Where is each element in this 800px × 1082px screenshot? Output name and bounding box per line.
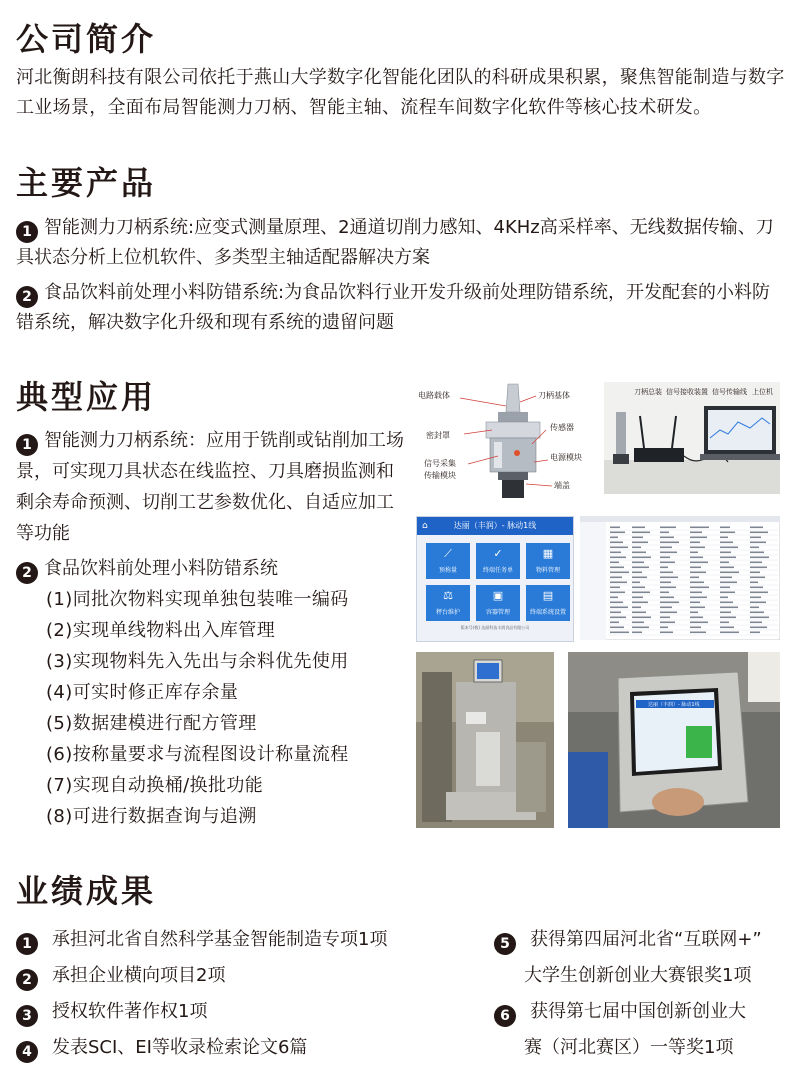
table-cell-mark bbox=[632, 617, 651, 619]
table-cell-mark bbox=[720, 627, 734, 629]
table-cell-mark bbox=[632, 627, 649, 629]
table-cell-mark bbox=[720, 552, 731, 554]
table-cell-mark bbox=[660, 632, 673, 634]
table-cell-mark bbox=[750, 602, 766, 604]
table-cell-mark bbox=[720, 577, 732, 579]
data-table-screenshot bbox=[580, 516, 780, 640]
table-cell-mark bbox=[660, 597, 674, 599]
table-cell-mark bbox=[750, 542, 766, 544]
application-subitem: (2)实现单线物料出入库管理 bbox=[46, 620, 276, 641]
table-cell-mark bbox=[632, 587, 645, 589]
application-subitem: (3)实现物料先入先出与余料优先使用 bbox=[46, 651, 349, 672]
app-tile[interactable]: ✓ 终端任务单 bbox=[476, 543, 520, 579]
table-cell-mark bbox=[690, 557, 703, 559]
achievement-item: 2 承担企业横向项目2项 bbox=[16, 958, 466, 994]
application-subitem: (6)按称量要求与流程图设计称量流程 bbox=[46, 744, 349, 765]
app-tile[interactable]: ▣ 容器管理 bbox=[476, 585, 520, 621]
table-cell-mark bbox=[720, 592, 735, 594]
table-cell-mark bbox=[720, 602, 733, 604]
app-tile[interactable]: ▦ 物料管理 bbox=[526, 543, 570, 579]
table-cell-mark bbox=[660, 537, 674, 539]
table-cell-mark bbox=[690, 527, 709, 529]
table-cell-mark bbox=[750, 592, 768, 594]
app-tile[interactable]: ▤ 终端系统设置 bbox=[526, 585, 570, 621]
photo-label-1: 刀柄总装 bbox=[634, 388, 662, 396]
product-text-1: 智能测力刀柄系统:应变式测量原理、2通道切削力感知、4KHz高采样率、无线数据传输、刀具状态分析上位机软件、多类型主轴适配器解决方案 bbox=[16, 217, 774, 268]
label-acq: 信号采集 bbox=[424, 459, 456, 468]
application-subitem: (7)实现自动换桶/换批功能 bbox=[46, 775, 264, 796]
table-cell-mark bbox=[610, 622, 619, 624]
table-cell-mark bbox=[750, 622, 762, 624]
table-cell-mark bbox=[632, 547, 641, 549]
terminal-title: 达丽（丰润）- 脉动1线 bbox=[648, 702, 700, 708]
table-cell-mark bbox=[632, 532, 650, 534]
table-cell-mark bbox=[690, 592, 702, 594]
number-2-icon: 2 bbox=[16, 286, 38, 308]
table-cell-mark bbox=[660, 547, 672, 549]
table-cell-mark bbox=[720, 562, 729, 564]
table-cell-mark bbox=[690, 622, 708, 624]
table-cell-mark bbox=[690, 587, 709, 589]
table-cell-mark bbox=[610, 572, 629, 574]
table-cell-mark bbox=[750, 597, 761, 599]
application-subitem: (8)可进行数据查询与追溯 bbox=[46, 806, 257, 827]
number-2-icon: 2 bbox=[16, 969, 38, 991]
table-cell-mark bbox=[690, 577, 699, 579]
table-cell-mark bbox=[610, 537, 618, 539]
applications-heading: 典型应用 bbox=[16, 378, 157, 416]
number-5-icon: 5 bbox=[494, 933, 516, 955]
table-cell-mark bbox=[660, 582, 671, 584]
label-power: 电源模块 bbox=[550, 453, 582, 462]
grid-icon: ▦ bbox=[542, 547, 554, 560]
application-subitem: (5)数据建模进行配方管理 bbox=[46, 713, 257, 734]
table-cell-mark bbox=[750, 567, 767, 569]
achievement-continuation: 大学生创新创业大赛银奖1项 bbox=[524, 965, 752, 986]
label-base: 刀柄基体 bbox=[538, 391, 570, 400]
label-cap: 端盖 bbox=[554, 481, 570, 490]
achievement-continuation: 赛（河北赛区）一等奖1项 bbox=[524, 1037, 734, 1058]
table-cell-mark bbox=[610, 632, 629, 634]
table-cell-mark bbox=[690, 562, 708, 564]
table-cell-mark bbox=[610, 582, 627, 584]
table-cell-mark bbox=[720, 617, 736, 619]
table-cell-mark bbox=[610, 597, 618, 599]
number-2-icon: 2 bbox=[16, 562, 38, 584]
table-cell-mark bbox=[660, 617, 670, 619]
table-cell-mark bbox=[750, 527, 763, 529]
table-cell-mark bbox=[610, 542, 623, 544]
table-cell-mark bbox=[610, 617, 626, 619]
table-cell-mark bbox=[610, 612, 621, 614]
table-cell-mark bbox=[720, 587, 730, 589]
table-cell-mark bbox=[750, 552, 764, 554]
table-cell-mark bbox=[610, 557, 626, 559]
achievements-heading: 业绩成果 bbox=[16, 872, 157, 910]
app-tile[interactable]: ⟋ 预称量 bbox=[426, 543, 470, 579]
table-cell-mark bbox=[720, 607, 738, 609]
label-seal: 密封罩 bbox=[426, 431, 450, 440]
table-cell-mark bbox=[610, 562, 619, 564]
product-item-2 bbox=[16, 278, 788, 338]
table-cell-mark bbox=[660, 622, 675, 624]
table-cell-mark bbox=[660, 592, 669, 594]
table-cell-mark bbox=[660, 607, 672, 609]
table-cell-mark bbox=[610, 602, 623, 604]
tool-holder-diagram bbox=[416, 382, 598, 500]
weighing-station-photo bbox=[416, 652, 554, 828]
table-cell-mark bbox=[750, 572, 760, 574]
table-cell-mark bbox=[660, 602, 679, 604]
number-1-icon: 1 bbox=[16, 221, 38, 243]
app-screen bbox=[416, 516, 574, 642]
table-cell-mark bbox=[690, 567, 701, 569]
label-sensor: 传感器 bbox=[550, 423, 574, 432]
application-item-1 bbox=[16, 425, 406, 549]
chart-icon: ⟋ bbox=[444, 547, 452, 560]
table-cell-mark bbox=[690, 572, 706, 574]
table-cell-mark bbox=[632, 592, 650, 594]
application-subitem: (4)可实时修正库存余量 bbox=[46, 682, 239, 703]
table-cell-mark bbox=[750, 562, 762, 564]
achievement-item: 3 授权软件著作权1项 bbox=[16, 994, 466, 1030]
table-cell-mark bbox=[720, 597, 728, 599]
table-cell-mark bbox=[720, 532, 735, 534]
table-cell-mark bbox=[660, 587, 676, 589]
scale-icon: ⚖ bbox=[443, 589, 453, 602]
table-cell-mark bbox=[750, 587, 763, 589]
table-cell-mark bbox=[720, 567, 734, 569]
table-cell-mark bbox=[632, 562, 644, 564]
achievements-right bbox=[494, 922, 794, 1066]
table-cell-mark bbox=[720, 572, 739, 574]
table-cell-mark bbox=[750, 612, 764, 614]
achievement-item: 5 获得第四届河北省“互联网+” bbox=[494, 922, 794, 958]
table-cell-mark bbox=[720, 527, 730, 529]
table-cell-mark bbox=[610, 527, 620, 529]
app-tiles bbox=[417, 535, 573, 625]
table-cell-mark bbox=[750, 617, 769, 619]
table-cell-mark bbox=[690, 532, 702, 534]
photo-label-2: 信号接收装置 bbox=[666, 388, 708, 396]
intro-text: 河北衡朗科技有限公司依托于燕山大学数字化智能化团队的科研成果积累，聚焦智能制造与数字工业场景，全面布局智能测力刀柄、智能主轴、流程车间数字化软件等核心技术研发。 bbox=[16, 67, 785, 118]
table-cell-mark bbox=[690, 552, 698, 554]
table-cell-mark bbox=[720, 612, 731, 614]
table-cell-mark bbox=[632, 537, 643, 539]
table-cell-mark bbox=[750, 547, 759, 549]
table-cell-mark bbox=[610, 587, 620, 589]
achievements-left bbox=[16, 922, 466, 1066]
table-cell-mark bbox=[632, 567, 649, 569]
label-circuit: 电路载体 bbox=[418, 391, 450, 400]
table-cell-mark bbox=[720, 582, 737, 584]
table-cell-mark bbox=[690, 627, 701, 629]
table-cell-mark bbox=[750, 537, 761, 539]
table-cell-mark bbox=[610, 592, 625, 594]
app-title: 达丽（丰润）- 脉动1线 bbox=[453, 521, 537, 530]
table-cell-mark bbox=[660, 532, 669, 534]
table-cell-mark bbox=[610, 552, 621, 554]
table-cell-mark bbox=[720, 632, 739, 634]
table-cell-mark bbox=[690, 582, 704, 584]
table-cell-mark bbox=[750, 582, 758, 584]
table-cell-mark bbox=[750, 557, 769, 559]
table-cell-mark bbox=[660, 527, 676, 529]
table-cell-mark bbox=[660, 612, 677, 614]
product-item-1 bbox=[16, 213, 788, 273]
table-cell-mark bbox=[690, 617, 703, 619]
home-icon: ⌂ bbox=[422, 521, 428, 531]
table-cell-mark bbox=[632, 582, 640, 584]
application-title-2: 食品饮料前处理小料防错系统 bbox=[44, 558, 278, 579]
table-cell-mark bbox=[660, 542, 679, 544]
table-cell-mark bbox=[610, 532, 625, 534]
table-cell-mark bbox=[660, 562, 675, 564]
check-icon: ✓ bbox=[493, 547, 503, 560]
table-cell-mark bbox=[660, 627, 668, 629]
number-6-icon: 6 bbox=[494, 1005, 516, 1027]
app-footer: 版本号(数) 达丽科技丰润食品有限公司 bbox=[460, 625, 530, 630]
table-cell-mark bbox=[632, 542, 648, 544]
table-cell-mark bbox=[632, 597, 643, 599]
table-cell-mark bbox=[690, 547, 705, 549]
intro-heading: 公司简介 bbox=[16, 20, 157, 58]
table-cell-mark bbox=[690, 607, 705, 609]
number-1-icon: 1 bbox=[16, 933, 38, 955]
table-cell-mark bbox=[750, 627, 767, 629]
achievement-item: 1 承担河北省自然科学基金智能制造专项1项 bbox=[16, 922, 466, 958]
table-cell-mark bbox=[660, 557, 670, 559]
achievement-item: 6 获得第七届中国创新创业大 bbox=[494, 994, 794, 1030]
table-cell-mark bbox=[632, 557, 651, 559]
applications-list bbox=[16, 425, 406, 832]
table-cell-mark bbox=[720, 537, 728, 539]
container-icon: ▣ bbox=[492, 589, 504, 602]
table-cell-mark bbox=[610, 577, 622, 579]
table-cell-mark bbox=[690, 612, 698, 614]
number-1-icon: 1 bbox=[16, 434, 38, 456]
application-text-1: 智能测力刀柄系统：应用于铣削或钻削加工场景，可实现刀具状态在线监控、刀具磨损监测和剩余寿命预测、切削工艺参数优化、自适应加工等功能 bbox=[16, 430, 404, 544]
table-cell-mark bbox=[720, 557, 736, 559]
table-cell-mark bbox=[632, 622, 644, 624]
table-cell-mark bbox=[690, 602, 700, 604]
settings-icon: ▤ bbox=[542, 589, 554, 602]
photo-label-3: 信号传输线 bbox=[712, 388, 747, 396]
application-item-2 bbox=[16, 553, 406, 584]
table-cell-mark bbox=[750, 577, 765, 579]
table-cell-mark bbox=[610, 567, 624, 569]
table-cell-mark bbox=[690, 632, 706, 634]
number-3-icon: 3 bbox=[16, 1005, 38, 1027]
application-subitem: (1)同批次物料实现单独包装唯一编码 bbox=[46, 589, 349, 610]
table-cell-mark bbox=[660, 552, 677, 554]
table-cell-mark bbox=[750, 532, 768, 534]
table-cell-mark bbox=[690, 537, 707, 539]
photo-label-4: 上位机 bbox=[752, 388, 773, 396]
table-cell-mark bbox=[632, 552, 646, 554]
table-cell-mark bbox=[632, 572, 642, 574]
table-cell-mark bbox=[632, 607, 641, 609]
table-cell-mark bbox=[632, 632, 642, 634]
app-tile[interactable]: ⚖ 秤台维护 bbox=[426, 585, 470, 621]
table-cell-mark bbox=[750, 607, 759, 609]
table-cell-mark bbox=[720, 622, 729, 624]
table-cell-mark bbox=[632, 577, 647, 579]
table-cell-mark bbox=[660, 567, 668, 569]
products-heading: 主要产品 bbox=[16, 164, 157, 202]
table-cell-mark bbox=[632, 602, 648, 604]
label-wireless: 传输模块 bbox=[424, 471, 456, 480]
table-cell-mark bbox=[632, 612, 646, 614]
achievement-item: 4 发表SCI、EI等收录检索论文6篇 bbox=[16, 1030, 466, 1066]
table-cell-mark bbox=[690, 542, 700, 544]
terminal-photo bbox=[568, 652, 780, 828]
table-cell-mark bbox=[610, 627, 624, 629]
table-cell-mark bbox=[660, 577, 678, 579]
table-cell-mark bbox=[632, 527, 645, 529]
number-4-icon: 4 bbox=[16, 1041, 38, 1063]
equipment-photo bbox=[604, 382, 780, 494]
table-cell-mark bbox=[660, 572, 673, 574]
table-cell-mark bbox=[610, 607, 628, 609]
table-cell-mark bbox=[610, 547, 628, 549]
table-cell-mark bbox=[720, 547, 738, 549]
product-text-2: 食品饮料前处理小料防错系统:为食品饮料行业开发升级前处理防错系统，开发配套的小料防错系统，解决数字化升级和现有系统的遗留问题 bbox=[16, 282, 771, 333]
app-title-bar bbox=[417, 517, 573, 535]
table-cell-mark bbox=[690, 597, 707, 599]
table-cell-mark bbox=[720, 542, 733, 544]
table-cell-mark bbox=[750, 632, 760, 634]
